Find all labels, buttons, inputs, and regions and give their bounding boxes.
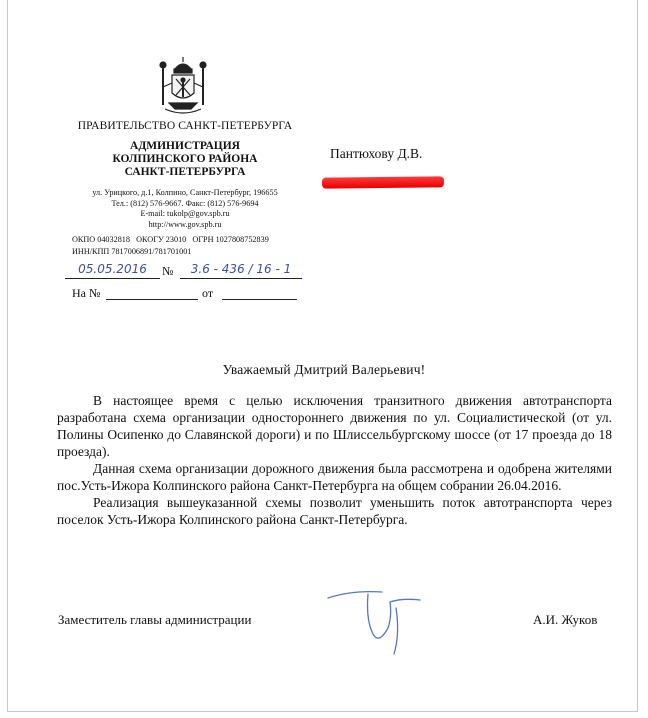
number-label: № [162, 264, 174, 278]
contacts [60, 188, 310, 230]
paragraph-3: Реализация вышеуказанной схемы позволит уменьшить поток автотранспорта через поселок Усть-Ижора Колпинского района Санкт-Петербурга. [57, 495, 612, 527]
ref-number-blank [106, 299, 198, 300]
outgoing-number: 3.6 - 436 / 16 - 1 [180, 262, 302, 279]
admin-line-2: КОЛПИНСКОГО РАЙОНА [112, 153, 258, 165]
registry-codes [72, 234, 269, 258]
okpo-codes: ОКПО 04032818 ОКОГУ 23010 ОГРН 1027808752839 [72, 235, 269, 244]
administration-name [60, 140, 310, 179]
greeting: Уважаемый Дмитрий Валерьевич! [222, 362, 426, 377]
letter-body [57, 392, 612, 528]
ref-date-label: от [202, 286, 214, 300]
letterhead [60, 120, 310, 230]
redaction-mark [322, 176, 444, 188]
ref-number-label: На № [72, 286, 101, 300]
inn-kpp: ИНН/КПП 7817006891/781701001 [72, 247, 192, 256]
address: ул. Урицкого, д.1, Колпино, Санкт-Петербург, 196655 [92, 188, 278, 197]
paragraph-2: Данная схема организации дорожного движения была рассмотрена и одобрена жителями пос.Усть-Ижора Колпинского района Санкт-Петербурга на общем собрании 26.04.2016. [57, 461, 612, 493]
phone-fax: Тел.: (812) 576-9667. Факс: (812) 576-9694 [111, 198, 259, 208]
paragraph-1: В настоящее время с целью исключения транзитного движения автотранспорта разработана схема организации одностороннего движения по ул. Социалистической (от ул. Полины Осипенко до Славянской дороги) и по Шлиссельбургскому шоссе (от 17 проезда до 18 проезда). [57, 393, 612, 459]
incoming-reference [72, 286, 297, 302]
government-name: ПРАВИТЕЛЬСТВО САНКТ-ПЕТЕРБУРГА [77, 120, 293, 132]
recipient-name: Пантюхову Д.В. [330, 146, 423, 161]
website: http://www.gov.spb.ru [148, 219, 222, 229]
outgoing-registration [60, 262, 305, 282]
ref-date-blank [222, 299, 297, 300]
signer-title: Заместитель главы администрации [58, 612, 252, 627]
coat-of-arms-icon [155, 57, 211, 117]
outgoing-date: 05.05.2016 [65, 262, 160, 279]
handwritten-signature [322, 588, 432, 658]
admin-line-3: САНКТ-ПЕТЕРБУРГА [124, 166, 246, 178]
email: E-mail: tukolp@gov.spb.ru [140, 209, 230, 218]
signer-name: А.И. Жуков [533, 612, 598, 627]
admin-line-1: АДМИНИСТРАЦИЯ [130, 140, 240, 152]
